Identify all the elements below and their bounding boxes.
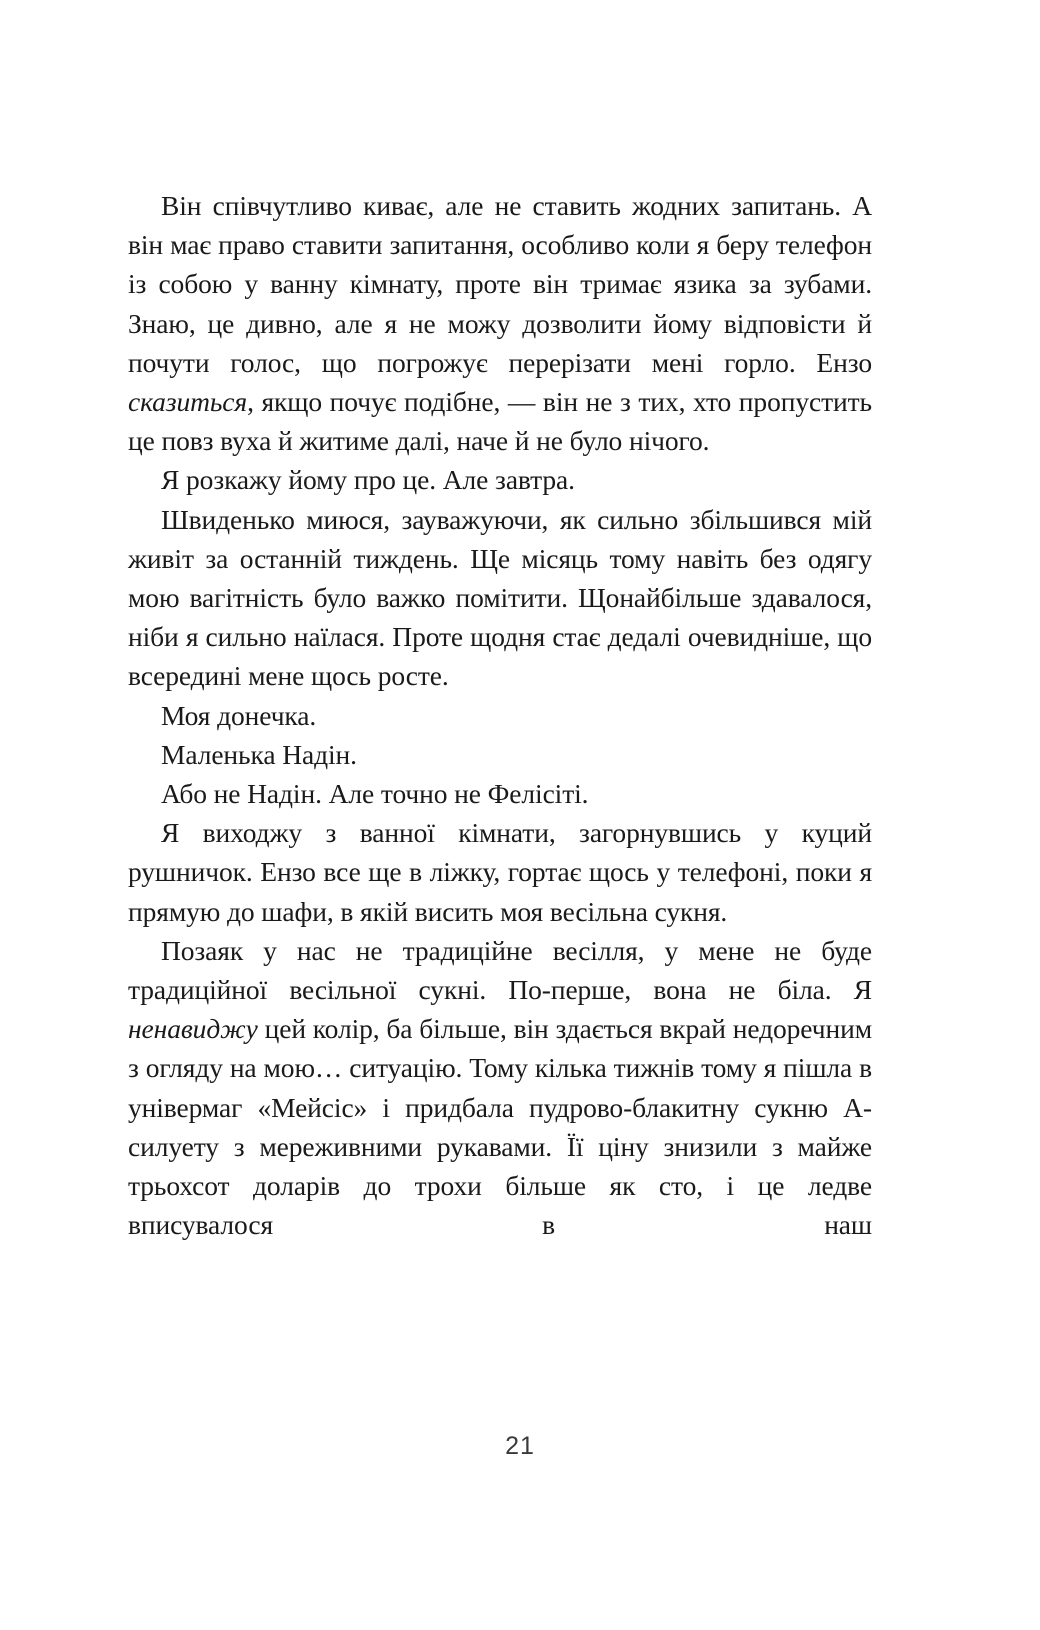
paragraph: Позаяк у нас не традиційне весілля, у мене не буде традиційної весільної сукні. По-перше, вона не біла. Я ненавиджу цей колір, ба більше, він здається вкрай недоречним з огляду на мою… ситуацію. Тому кілька тижнів тому я пішла в універмаг «Мейсіс» і придбала пудрово-блакитну сукню А-силуету з мереживними рукавами. Її ціну знизили з майже трьохсот доларів до трохи більше як сто, і це ледве вписувалося в наш [128, 934, 872, 1241]
emphasis-run: ненавиджу [128, 1013, 258, 1045]
paragraph: Маленька Надін. [161, 738, 357, 770]
body-text [128, 186, 872, 1244]
paragraph: Я виходжу з ванної кімнати, загорнувшись у куций рушничок. Ензо все ще в ліжку, гортає щось у телефоні, поки я прямую до шафи, в якій висить моя весільна сукня. [128, 817, 872, 927]
paragraph: Моя донечка. [161, 699, 317, 731]
paragraph: Я розкажу йому про це. Але завтра. [161, 464, 575, 496]
paragraph: Швиденько миюся, зауважуючи, як сильно збільшився мій живіт за останній тиждень. Ще місяць тому навіть без одягу мою вагітність було важко помітити. Щонайбільше здавалося, ніби я сильно наїлася. Проте щодня стає дедалі очевидніше, що всередині мене щось росте. [128, 503, 872, 692]
paragraph: Він співчутливо киває, але не ставить жодних запитань. А він має право ставити запитання, особливо коли я беру телефон із собою у ванну кімнату, проте він тримає язика за зубами. Знаю, це дивно, але я не можу дозволити йому відповісти й почути голос, що погрожує перерізати мені горло. Ензо сказиться, якщо почує подібне, — він не з тих, хто пропустить це повз вуха й житиме далі, наче й не було нічого. [128, 190, 872, 457]
page-number: 21 [505, 1432, 535, 1460]
paragraph: Або не Надін. Але точно не Фелісіті. [161, 778, 589, 810]
emphasis-run: сказиться [128, 386, 248, 418]
